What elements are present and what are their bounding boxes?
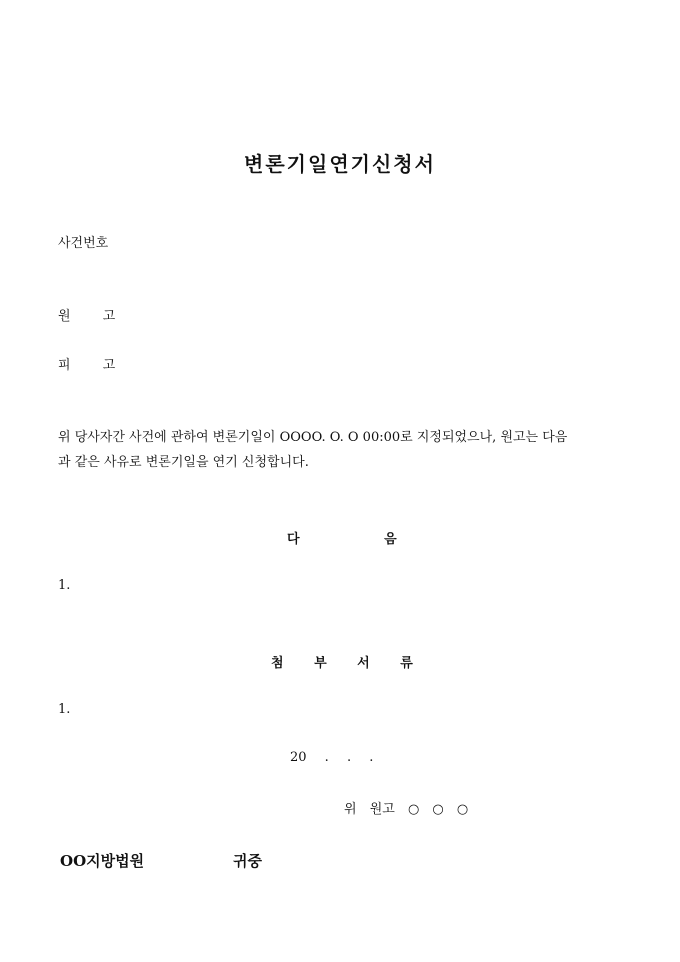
attachment-item-1: 1. (58, 702, 71, 717)
plaintiff-label: 원 고 (58, 309, 116, 324)
body-paragraph (58, 425, 638, 475)
date-line: 20 . . . (290, 750, 374, 765)
defendant-label: 피 고 (58, 358, 116, 373)
body-line-1: 위 당사자간 사건에 관하여 변론기일이 OOOO. O. O 00:00로 지정되었으나, 원고는 다음 (58, 430, 568, 445)
case-number-label: 사건번호 (58, 236, 109, 251)
item-1: 1. (58, 578, 71, 593)
page-title: 변론기일연기신청서 (244, 152, 436, 176)
signer: 위 원고 ○ ○ ○ (344, 802, 469, 817)
court-name: OO지방법원 (60, 852, 145, 870)
recipient-suffix: 귀중 (233, 852, 262, 870)
section-heading: 다 음 (287, 532, 397, 547)
attachments-heading: 첨 부 서 류 (271, 656, 413, 671)
body-line-2: 과 같은 사유로 변론기일을 연기 신청합니다. (58, 455, 309, 470)
